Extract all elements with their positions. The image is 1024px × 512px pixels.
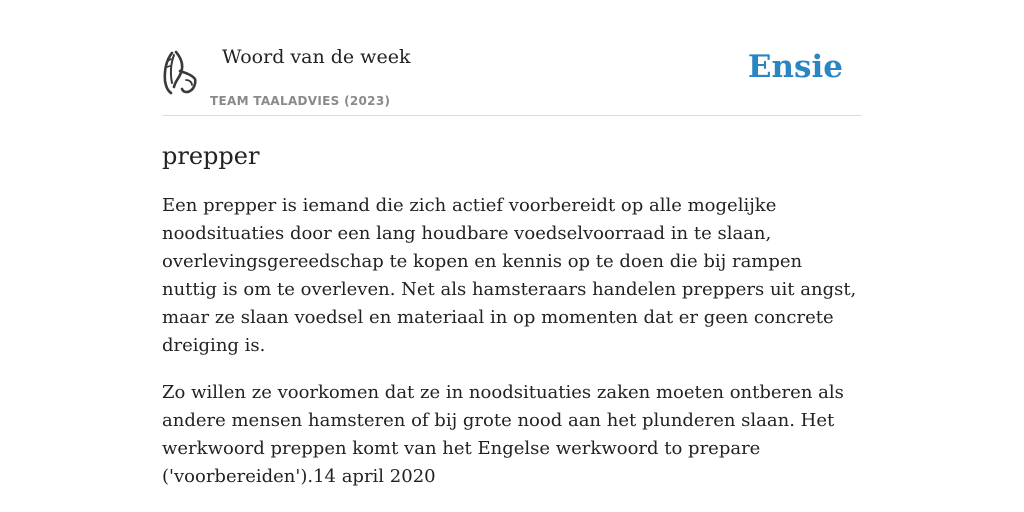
entry-paragraph-2: Zo willen ze voorkomen dat ze in noodsituaties zaken moeten ontberen als andere mensen hamsteren of bij grote nood aan het plunderen slaan. Het werkwoord preppen komt van het Engelse werkwoord to prepare ('voorbereiden').14 april 2020 bbox=[162, 382, 844, 487]
word-card bbox=[162, 40, 862, 491]
entry-paragraph-1: Een prepper is iemand die zich actief voorbereidt op alle mogelijke noodsituaties door een lang houdbare voedselvoorraad in te slaan, overlevingsgereedschap te kopen en kennis op te doen die bij rampen nuttig is om te overleven. Net als hamsteraars handelen preppers uit angst, maar ze slaan voedsel en materiaal in op momenten dat er geen concrete dreiging is. bbox=[162, 195, 857, 356]
entry-word-title: prepper bbox=[162, 142, 260, 170]
ensie-brand-link[interactable]: Ensie bbox=[747, 49, 843, 85]
taalunie-lion-logo-icon bbox=[162, 49, 198, 95]
card-header bbox=[162, 40, 862, 116]
header-title: Woord van de week bbox=[222, 46, 411, 68]
header-subtitle: TEAM TAALADVIES (2023) bbox=[210, 94, 391, 108]
